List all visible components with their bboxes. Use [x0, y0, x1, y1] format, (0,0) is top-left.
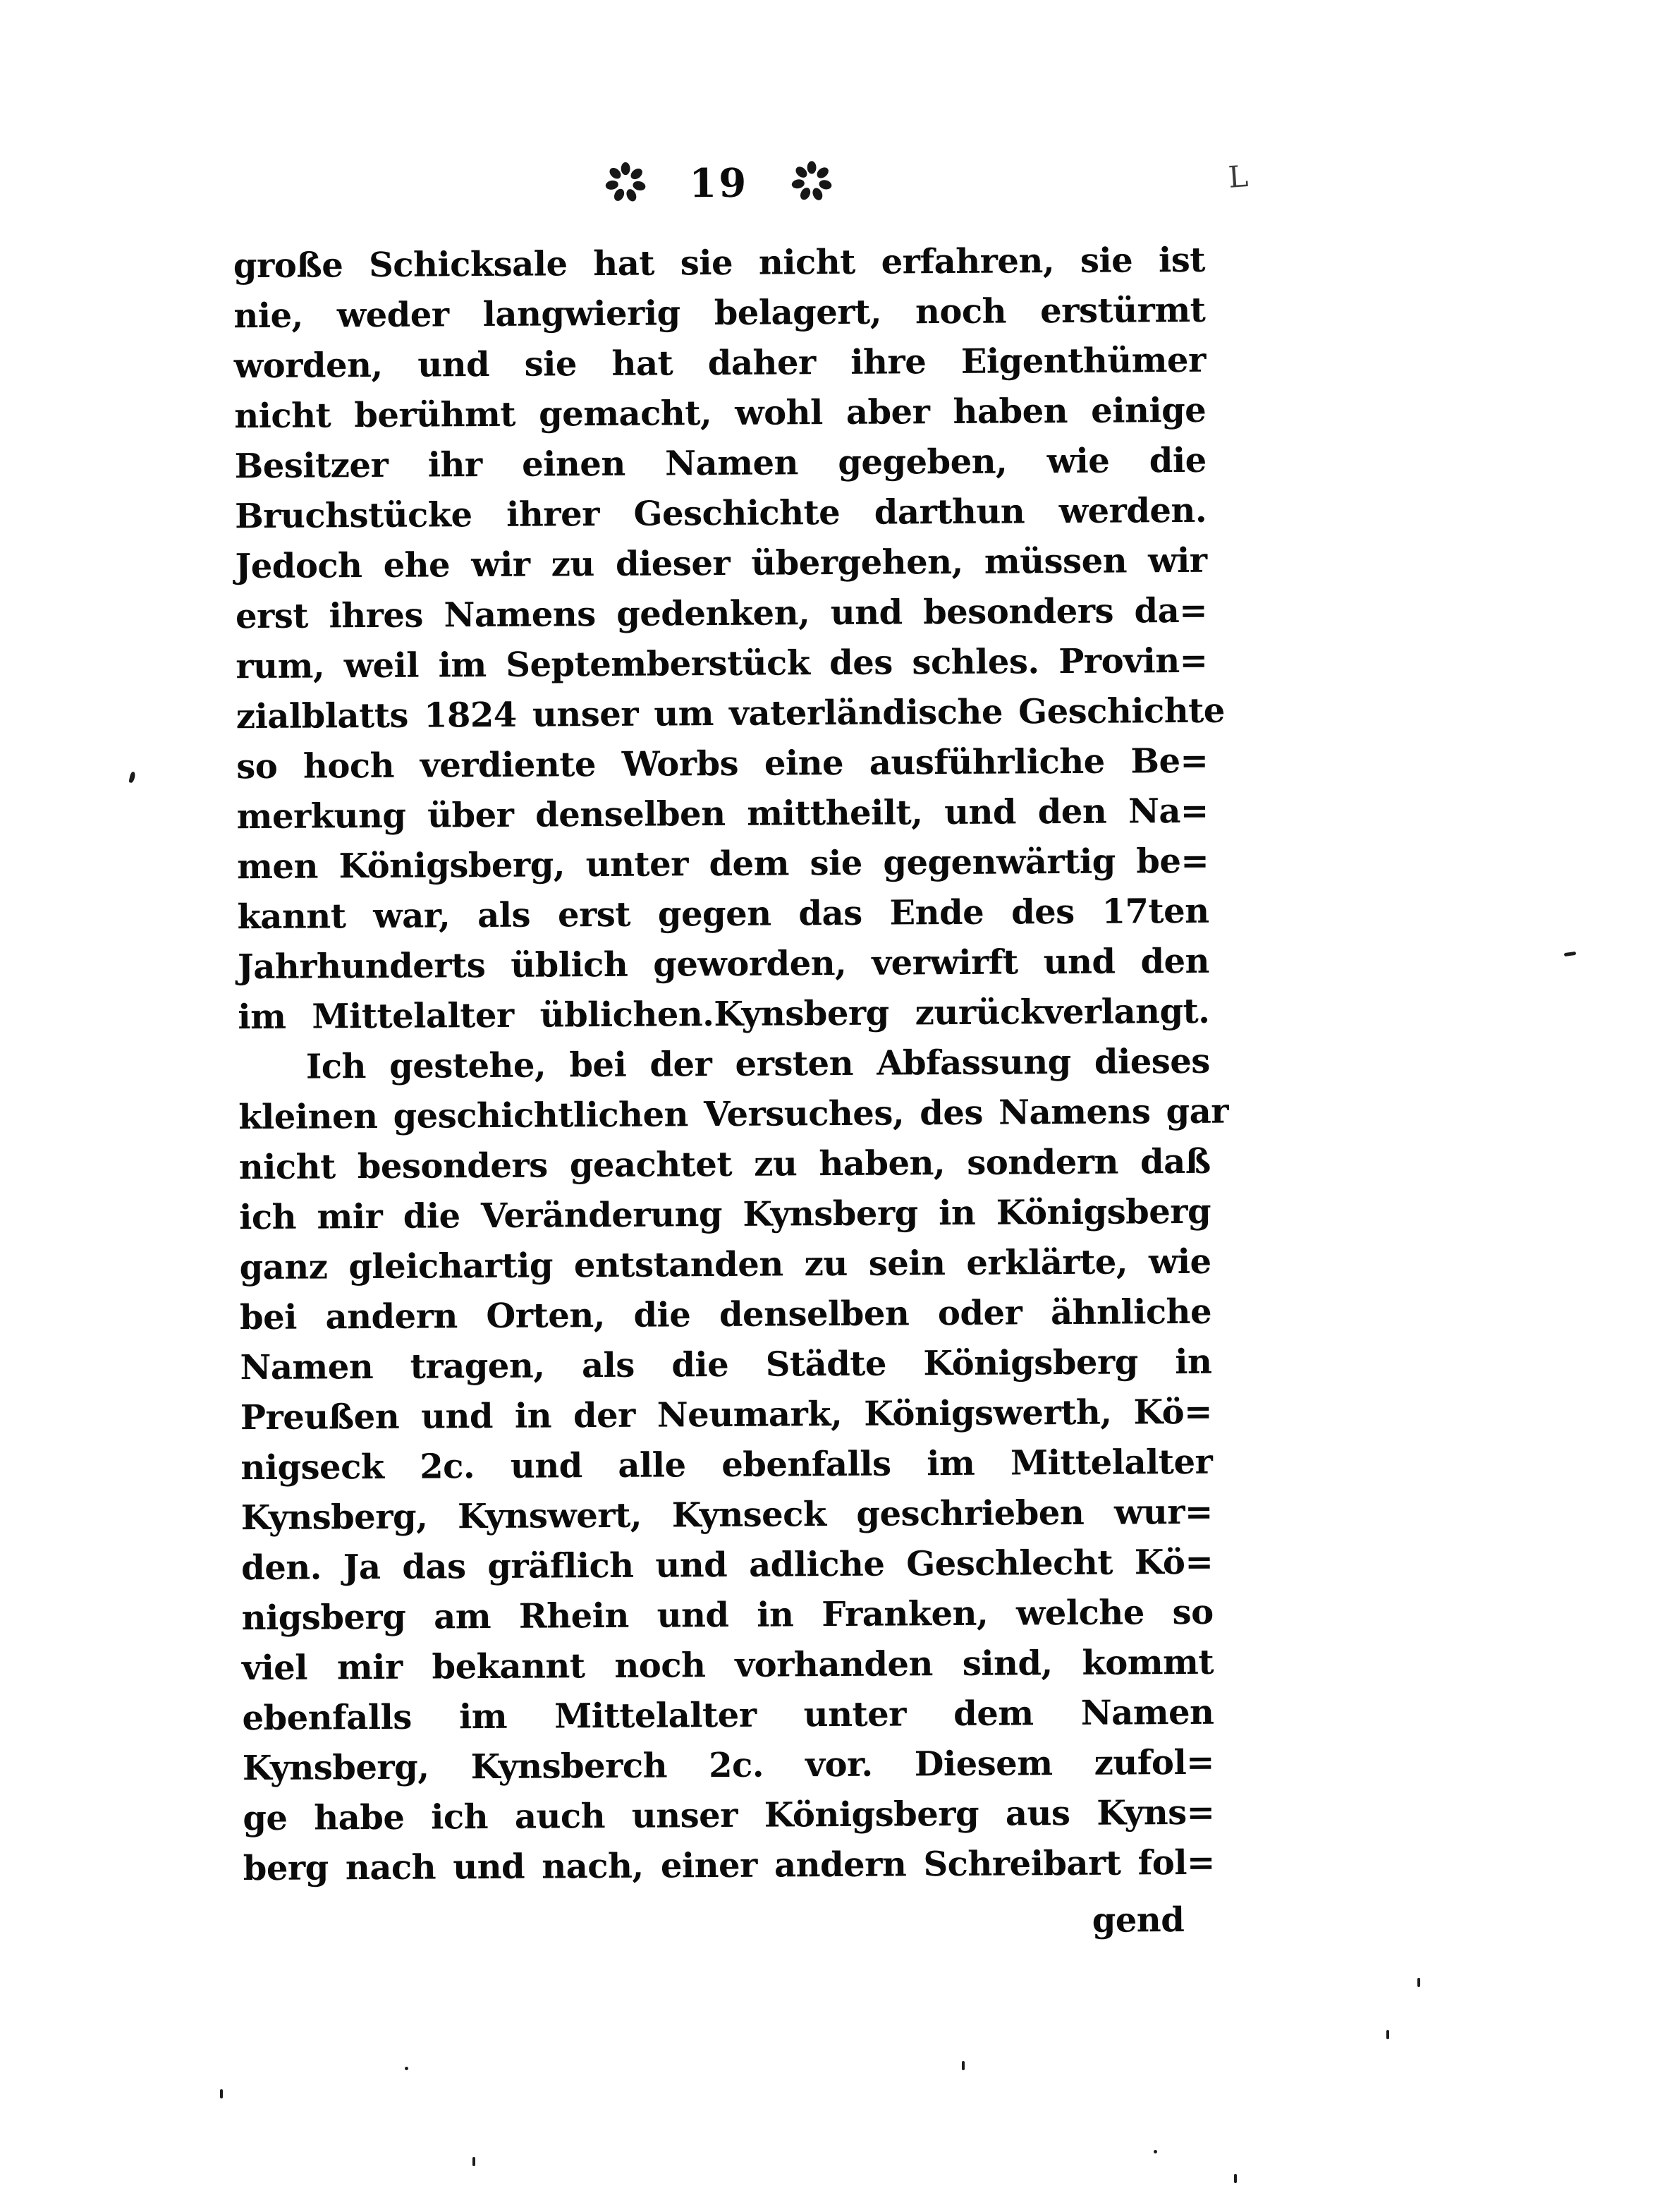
text-line: Namen tragen, als die Städte Königsberg in	[240, 1342, 1212, 1388]
paragraph	[233, 236, 1226, 1043]
ink-speck	[1564, 952, 1577, 956]
ink-speck	[128, 771, 135, 783]
page-content	[233, 154, 1229, 1951]
text-line: ganz gleichartig entstanden zu sein erklärte, wie	[239, 1241, 1211, 1288]
ink-speck	[1234, 2174, 1237, 2183]
asterisk-rosette-icon	[603, 160, 648, 205]
text-line: nigseck 2c. und alle ebenfalls im Mittelalter	[240, 1442, 1213, 1488]
text-line: Jedoch ehe wir zu dieser übergehen, müssen wir	[235, 540, 1207, 587]
text-line: rum, weil im Septemberstück des schles. Provin=	[236, 640, 1208, 687]
text-line: Bruchstücke ihrer Geschichte darthun werden.	[234, 490, 1207, 537]
text-line: so hoch verdiente Worbs eine ausführliche Be=	[236, 741, 1209, 787]
text-line: worden, und sie hat daher ihre Eigenthümer	[233, 340, 1206, 387]
text-line: nigsberg am Rhein und in Franken, welche so	[241, 1592, 1214, 1639]
text-line: nie, weder langwierig belagert, noch erstürmt	[233, 290, 1206, 336]
asterisk-rosette-icon	[789, 159, 834, 204]
text-line: kannt war, als erst gegen das Ende des 17ten	[237, 891, 1209, 937]
text-line: berg nach und nach, einer andern Schreibart fol=	[243, 1842, 1215, 1889]
text-line: Ich gestehe, bei der ersten Abfassung dieses	[305, 1041, 1211, 1087]
text-line: ebenfalls im Mittelalter unter dem Namen	[242, 1692, 1214, 1739]
text-line: ich mir die Veränderung Kynsberg in Königsberg	[239, 1191, 1211, 1238]
text-line: Besitzer ihr einen Namen gegeben, wie die	[234, 440, 1207, 487]
text-line: Kynsberg, Kynswert, Kynseck geschrieben wur=	[240, 1492, 1213, 1538]
text-line: ge habe ich auch unser Königsberg aus Kyns=	[243, 1792, 1215, 1839]
text-line: viel mir bekannt noch vorhanden sind, kommt	[241, 1642, 1214, 1689]
ink-speck	[1386, 2030, 1389, 2039]
body-text	[233, 236, 1229, 1951]
handwritten-margin-mark: L	[1227, 159, 1250, 195]
running-head	[233, 154, 1204, 210]
text-line: im Mittelalter üblichen.Kynsberg zurückverlangt.	[238, 991, 1210, 1038]
text-line: Kynsberg, Kynsberch 2c. vor. Diesem zufol=	[242, 1742, 1215, 1789]
text-line: Preußen und in der Neumark, Königswerth, Kö=	[240, 1392, 1213, 1438]
ink-speck	[962, 2061, 965, 2070]
text-line: kleinen geschichtlichen Versuches, des Namens gar	[238, 1091, 1229, 1138]
text-line: nicht berühmt gemacht, wohl aber haben einige	[234, 390, 1207, 437]
text-line: große Schicksale hat sie nicht erfahren, sie ist	[233, 240, 1206, 286]
text-line: zialblatts 1824 unser um vaterländische Geschichte	[236, 691, 1226, 737]
text-line: den. Ja das gräflich und adliche Geschlecht Kö=	[241, 1542, 1214, 1588]
catchword: gend	[1092, 1900, 1185, 1940]
ink-speck	[220, 2089, 223, 2098]
ink-speck	[1417, 1978, 1420, 1987]
text-line: merkung über denselben mittheilt, und den Na=	[236, 791, 1209, 837]
text-line: Jahrhunderts üblich geworden, verwirft und den	[237, 941, 1210, 988]
ink-speck	[472, 2157, 475, 2166]
page-number: 19	[689, 159, 749, 207]
text-line: bei andern Orten, die denselben oder ähnliche	[239, 1292, 1212, 1338]
ink-speck	[1154, 2150, 1157, 2153]
ink-speck	[405, 2067, 408, 2070]
text-line: erst ihres Namens gedenken, und besonders da=	[235, 590, 1208, 637]
paragraph	[238, 1037, 1229, 1894]
text-line: men Königsberg, unter dem sie gegenwärtig be=	[236, 841, 1209, 887]
text-line: nicht besonders geachtet zu haben, sondern daß	[238, 1141, 1211, 1188]
